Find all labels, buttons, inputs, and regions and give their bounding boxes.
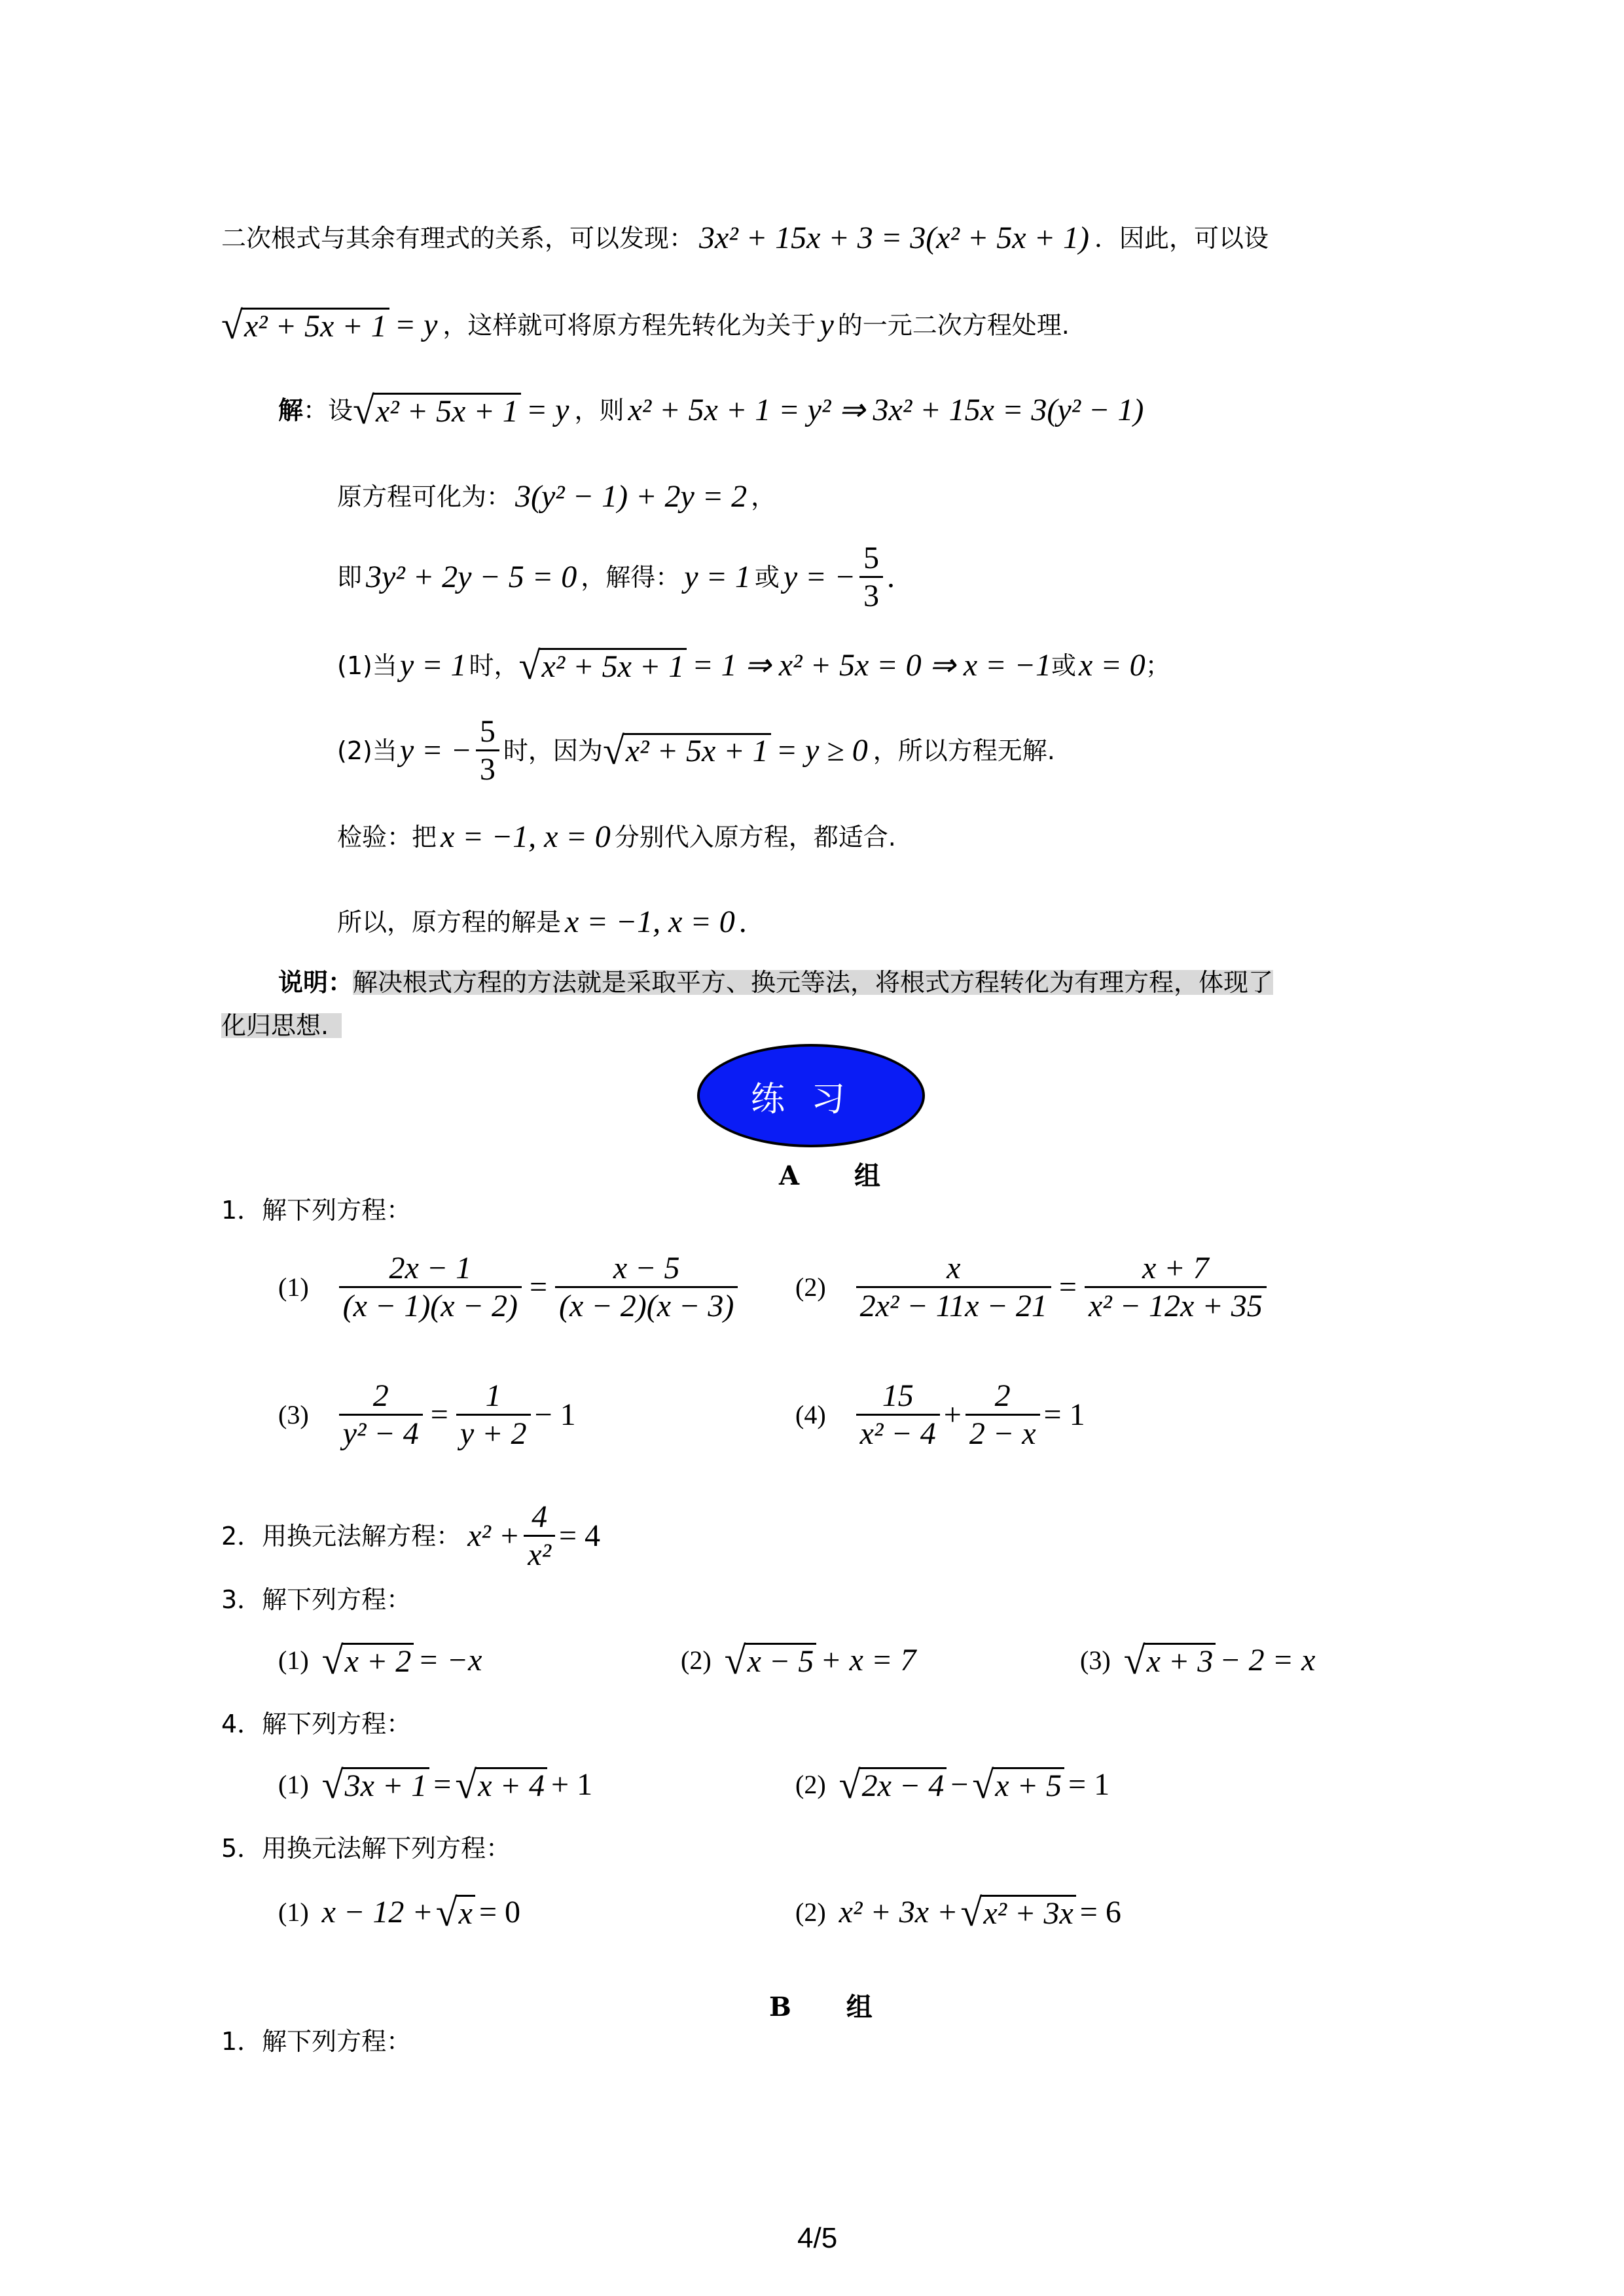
note-line-2 [221, 1013, 342, 1038]
radical-expression: √ x [436, 1895, 475, 1930]
case-tail: ，所以方程无解. [873, 736, 1055, 765]
radical-expression: √ 3x + 1 [322, 1767, 430, 1803]
intro-line-1 [221, 223, 1269, 254]
group-letter: B [769, 1992, 791, 2022]
step-text: 原方程可化为： [337, 482, 512, 511]
solution-label: 解 [278, 396, 304, 425]
intro-line-2 [221, 304, 1070, 347]
radical-expression: √ x² + 5x + 1 [221, 308, 389, 343]
solution-step-1 [278, 389, 1144, 432]
check-text: 检验：把 [337, 823, 437, 852]
equation-chain: = 1 ⇒ x² + 5x = 0 ⇒ x = −1 [692, 648, 1051, 683]
fraction-right: $\frac{1}{y + 2}$ [456, 1378, 531, 1452]
lead: x² + 3x + [839, 1895, 958, 1929]
fraction-left: $\frac{2}{\text{y² − 4}}$ [339, 1378, 423, 1452]
minus: − [950, 1767, 969, 1802]
fraction-right: $\frac{x - 5}{(x - 2)(x - 3)}$ [555, 1250, 738, 1324]
fraction: $\frac{5}{3}$ [476, 713, 499, 787]
q4-2 [795, 1763, 1110, 1806]
case-lead: (1)当 [337, 651, 397, 680]
q5-2 [795, 1891, 1121, 1934]
equation: 3y² + 2y − 5 = 0 [366, 559, 577, 594]
answer-values: x = −1, x = 0 [565, 905, 735, 939]
case-time: 时， [469, 651, 519, 680]
eq-lead: x² + [467, 1518, 520, 1553]
case-time: 时，因为 [503, 736, 603, 765]
question-2 [221, 1499, 600, 1573]
period: . [738, 905, 747, 939]
note-text: 解决根式方程的方法就是采取平方、换元等法，将根式方程转化为有理方程，体现了 [353, 968, 1274, 997]
tail: = −x [418, 1643, 482, 1677]
solution-step-2 [337, 481, 776, 512]
intro-text-tail: ．因此，可以设 [1094, 224, 1269, 253]
case-2 [337, 713, 1055, 787]
radical-expression: √ x + 4 [455, 1767, 547, 1803]
answer-line [337, 906, 747, 938]
check-line [337, 821, 896, 853]
equals: = [433, 1767, 452, 1802]
item-label: (2) [681, 1645, 712, 1675]
intro-text-2-tail: 的一元二次方程处理. [837, 311, 1070, 340]
or-text: 或 [754, 562, 780, 592]
fraction-left: $\frac{x}{\text{2x² − 11x − 21}}$ [856, 1250, 1051, 1324]
or-text: 或 [1051, 651, 1076, 680]
group-b-question-1: 1．解下列方程： [221, 2027, 412, 2056]
item-label: (1) [278, 1645, 309, 1675]
item-label: (2) [795, 1897, 826, 1927]
fraction-left: $\frac{2x - 1}{(x - 1)(x - 2)}$ [339, 1250, 522, 1324]
q1-4 [795, 1378, 1085, 1452]
item-label: (4) [795, 1399, 826, 1429]
fraction-right: $\frac{x + 7}{\text{x² − 12x + 35}}$ [1085, 1250, 1267, 1324]
group-word: 组 [854, 1161, 880, 1191]
equation-chain: x² + 5x + 1 = y² ⇒ 3x² + 15x = 3(y² − 1) [628, 393, 1144, 427]
var-y: y [820, 308, 834, 342]
q4-1 [278, 1763, 593, 1806]
period: . [887, 559, 895, 594]
solution-1: y = 1 [684, 559, 751, 594]
intro-equation: 3x² + 15x + 3 = 3(x² + 5x + 1) [699, 221, 1089, 255]
q3-1 [278, 1639, 482, 1682]
equation-end: x = 0 [1078, 648, 1146, 683]
solution-set-text: ：设 [303, 396, 353, 425]
radical-expression: √ x − 5 [725, 1643, 817, 1678]
radical-expression: √ x² + 5x + 1 [353, 393, 521, 428]
condition: y = − [399, 732, 472, 768]
condition: y = 1 [399, 648, 467, 683]
step-lead: 即 [337, 562, 363, 592]
fraction-right: $\frac{2}{2 - x}$ [965, 1378, 1040, 1452]
case-1 [337, 644, 1170, 687]
question-text: 2．用换元法解方程： [221, 1521, 461, 1551]
page-number: 4/5 [797, 2222, 838, 2254]
fraction: $\frac{5}{3}$ [859, 540, 883, 614]
question-1: 1．解下列方程： [221, 1196, 412, 1225]
fraction: $\frac{4}{\text{x²}}$ [524, 1499, 555, 1573]
solution-step-3 [337, 540, 895, 614]
eq-tail: = 4 [558, 1518, 601, 1553]
answer-text: 所以，原方程的解是 [337, 908, 562, 937]
step-tail: ， [751, 482, 776, 511]
lead: x − 12 + [321, 1895, 433, 1929]
radical-expression: √ x² + 3x [960, 1895, 1075, 1930]
tail: − 2 = x [1219, 1643, 1316, 1677]
equation: = y ≥ 0 [776, 732, 868, 768]
tail: − 1 [534, 1397, 576, 1432]
intro-equation-y: = y [394, 308, 438, 342]
radical-expression: √ x² + 5x + 1 [603, 733, 771, 768]
tail: + x = 7 [820, 1643, 916, 1677]
check-tail: 分别代入原方程，都适合. [614, 823, 896, 852]
q3-2 [681, 1639, 916, 1682]
equals: = [430, 1397, 448, 1432]
group-a-title [779, 1155, 880, 1193]
equation: = y [526, 393, 569, 427]
case-lead: (2)当 [337, 736, 397, 765]
practice-badge: 练习 [697, 1044, 925, 1147]
tail: = 1 [1068, 1767, 1110, 1802]
radical-expression: √ x + 2 [322, 1643, 414, 1678]
check-values: x = −1, x = 0 [441, 819, 611, 854]
item-label: (2) [795, 1770, 826, 1799]
q1-2 [795, 1250, 1271, 1324]
question-4: 4．解下列方程： [221, 1710, 412, 1738]
item-label: (1) [278, 1272, 309, 1302]
step-text: ，解得： [581, 562, 681, 592]
q3-3 [1080, 1639, 1316, 1682]
radical-expression: √ x² + 5x + 1 [519, 648, 687, 683]
tail: + 1 [551, 1767, 593, 1802]
note-colon: ： [328, 968, 353, 997]
item-label: (3) [1080, 1645, 1111, 1675]
item-label: (2) [795, 1272, 826, 1302]
equals: = [1058, 1269, 1077, 1304]
tail: = 1 [1043, 1397, 1085, 1432]
note-label: 说明 [278, 968, 329, 997]
item-label: (1) [278, 1897, 309, 1927]
semicolon: ； [1145, 651, 1170, 680]
equals: = [529, 1269, 548, 1304]
q5-1 [278, 1891, 521, 1934]
equation: 3(y² − 1) + 2y = 2 [515, 479, 748, 514]
intro-text: 二次根式与其余有理式的关系，可以发现： [221, 224, 695, 253]
then-text: ，则 [574, 396, 624, 425]
question-3: 3．解下列方程： [221, 1585, 412, 1614]
item-label: (1) [278, 1770, 309, 1799]
tail: = 0 [478, 1895, 521, 1929]
radical-expression: √ x + 5 [972, 1767, 1064, 1803]
radical-expression: √ x + 3 [1124, 1643, 1216, 1678]
q1-1 [278, 1250, 742, 1324]
note-text-2: 化归思想. [221, 1013, 342, 1038]
plus: + [943, 1397, 962, 1432]
group-b-title [769, 1986, 873, 2024]
radical-expression: √ 2x − 4 [839, 1767, 947, 1803]
q1-3 [278, 1378, 576, 1452]
question-5: 5．用换元法解下列方程： [221, 1834, 511, 1863]
fraction-left: $\frac{15}{\text{x² − 4}}$ [856, 1378, 940, 1452]
group-letter: A [779, 1160, 800, 1191]
solution-2: y = − [783, 559, 856, 594]
tail: = 6 [1079, 1895, 1121, 1929]
group-word: 组 [846, 1992, 873, 2022]
intro-text-2: ，这样就可将原方程先转化为关于 [442, 311, 816, 340]
note-line-1 [278, 970, 1273, 995]
item-label: (3) [278, 1399, 309, 1429]
